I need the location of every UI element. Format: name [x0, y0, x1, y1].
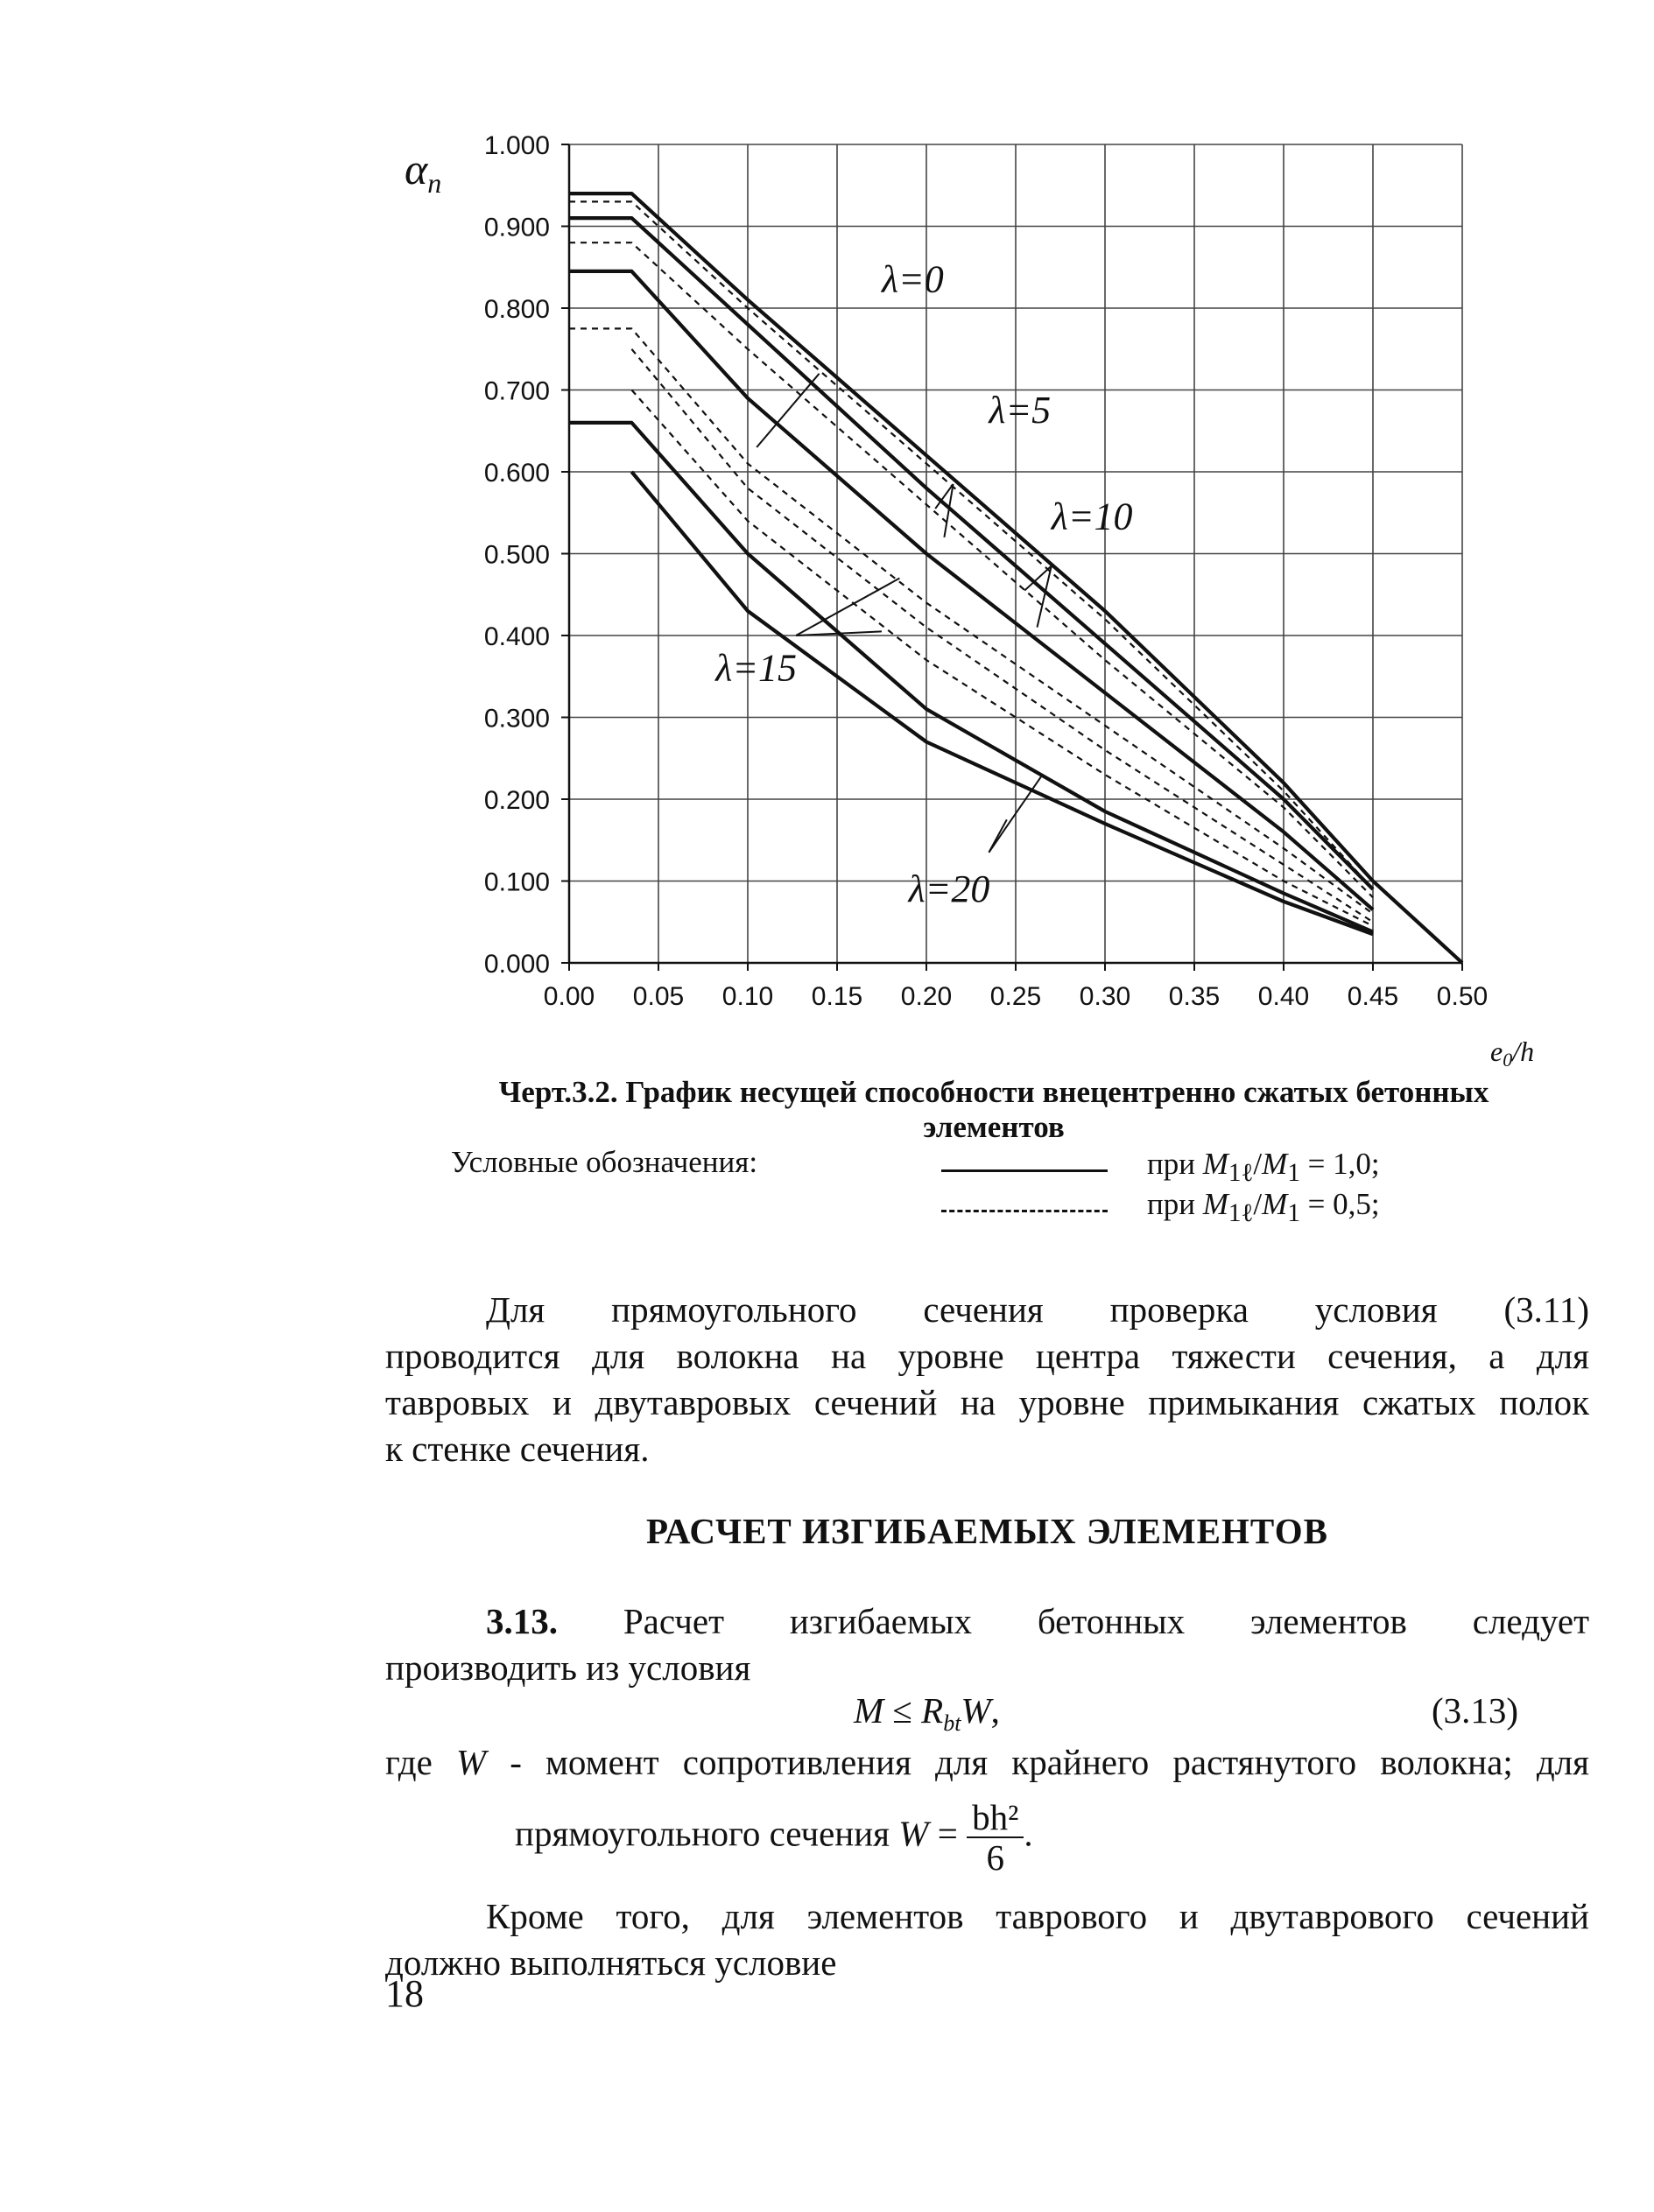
- x-tick-label: 0.15: [811, 982, 863, 1011]
- caption-line-1: Черт.3.2. График несущей способности внецентренно сжатых бетонных: [498, 1075, 1489, 1109]
- x-axis-label: e0/h: [1490, 1036, 1535, 1071]
- figure-caption: [385, 1075, 1602, 1145]
- paragraph-3-line-2: [385, 1798, 1589, 1877]
- x-tick-label: 0.20: [900, 982, 953, 1011]
- series-line-solid: [569, 271, 1373, 909]
- series-line-dashed: [569, 201, 1373, 889]
- item-number: 3.13.: [486, 1601, 558, 1641]
- paragraph-2: [385, 1598, 1589, 1691]
- y-tick-label: 0.400: [483, 622, 550, 651]
- paragraph-3-line-1: где W - момент сопротивления для крайнего растянутого волокна; для: [385, 1742, 1589, 1782]
- caption-line-2: элементов: [923, 1110, 1065, 1144]
- x-tick-label: 0.05: [632, 982, 685, 1011]
- curve-label: λ=20: [908, 867, 990, 910]
- x-tick-label: 0.30: [1079, 982, 1131, 1011]
- y-tick-label: 0.900: [483, 213, 550, 242]
- series-line-solid: [569, 423, 1373, 932]
- y-tick-label: 1.000: [483, 131, 550, 160]
- y-tick-label: 0.600: [483, 459, 550, 488]
- x-tick-label: 0.50: [1436, 982, 1489, 1011]
- paragraph-2-line-2: производить из условия: [385, 1647, 751, 1688]
- formula-number: (3.13): [1432, 1690, 1519, 1731]
- paragraph-1-line-2: проводится для волокна на уровне центра тяжести сечения, а для: [385, 1336, 1589, 1376]
- legend-dashed-sample: [941, 1210, 1108, 1212]
- y-tick-label: 0.200: [483, 786, 550, 815]
- formula-3-13: $M \le R_{bt}W$,: [854, 1690, 1000, 1737]
- legend-dashed-text: при $M_{1\ell}/M_1 = 0,5$;: [1147, 1187, 1380, 1227]
- chart-annotations: [714, 257, 1132, 910]
- y-axis-label: $\alpha_n$: [405, 144, 442, 199]
- x-tick-label: 0.00: [543, 982, 595, 1011]
- fraction-numerator: bh²: [967, 1798, 1024, 1838]
- section-title: РАСЧЕТ ИЗГИБАЕМЫХ ЭЛЕМЕНТОВ: [646, 1511, 1328, 1551]
- x-tick-label: 0.45: [1347, 982, 1399, 1011]
- y-tick-label: 0.000: [483, 950, 550, 979]
- paragraph-3: [385, 1739, 1589, 1877]
- paragraph-1-line-1: Для прямоугольного сечения проверка условия (3.11): [486, 1289, 1589, 1330]
- y-tick-label: 0.100: [483, 867, 550, 897]
- legend-title: Условные обозначения:: [451, 1145, 758, 1179]
- fraction-denominator: 6: [986, 1837, 1004, 1878]
- paragraph-2-line-1: [385, 1598, 1589, 1645]
- paragraph-4-line-2: должно выполняться условие: [385, 1942, 837, 1983]
- y-tick-label: 0.800: [483, 295, 550, 324]
- legend-solid-sample: [941, 1169, 1108, 1172]
- fraction-bh2-over-6: [967, 1798, 1024, 1877]
- paragraph-4-line-1: Кроме того, для элементов таврового и двутаврового сечений: [486, 1896, 1589, 1936]
- curve-label: λ=15: [715, 646, 798, 690]
- series-line-solid: [631, 472, 1373, 934]
- paragraph-4: [385, 1893, 1589, 1986]
- y-tick-label: 0.500: [483, 540, 550, 570]
- x-tick-label: 0.10: [721, 982, 774, 1011]
- series-line-dashed: [569, 328, 1373, 914]
- paragraph-1: [385, 1287, 1589, 1472]
- paragraph-2-line-1-text: Расчет изгибаемых бетонных элементов следует: [623, 1601, 1590, 1641]
- paragraph-3-line-2-prefix: прямоугольного сечения W =: [515, 1813, 958, 1854]
- chart: [0, 0, 1654, 1103]
- x-tick-label: 0.40: [1257, 982, 1310, 1011]
- curve-label: λ=0: [882, 257, 944, 301]
- paragraph-3-line-2-suffix: .: [1024, 1813, 1033, 1854]
- x-tick-label: 0.25: [989, 982, 1042, 1011]
- y-tick-label: 0.700: [483, 376, 550, 406]
- curve-label: λ=10: [1051, 495, 1133, 538]
- paragraph-1-line-4: к стенке сечения.: [385, 1429, 650, 1469]
- page-number: 18: [385, 1972, 424, 2015]
- x-tick-label: 0.35: [1168, 982, 1221, 1011]
- paragraph-1-line-3: тавровых и двутавровых сечений на уровне примыкания сжатых полок: [385, 1382, 1589, 1422]
- y-tick-label: 0.300: [483, 704, 550, 734]
- curve-label: λ=5: [989, 388, 1052, 432]
- legend-solid-text: при $M_{1\ell}/M_1 = 1,0$;: [1147, 1147, 1380, 1187]
